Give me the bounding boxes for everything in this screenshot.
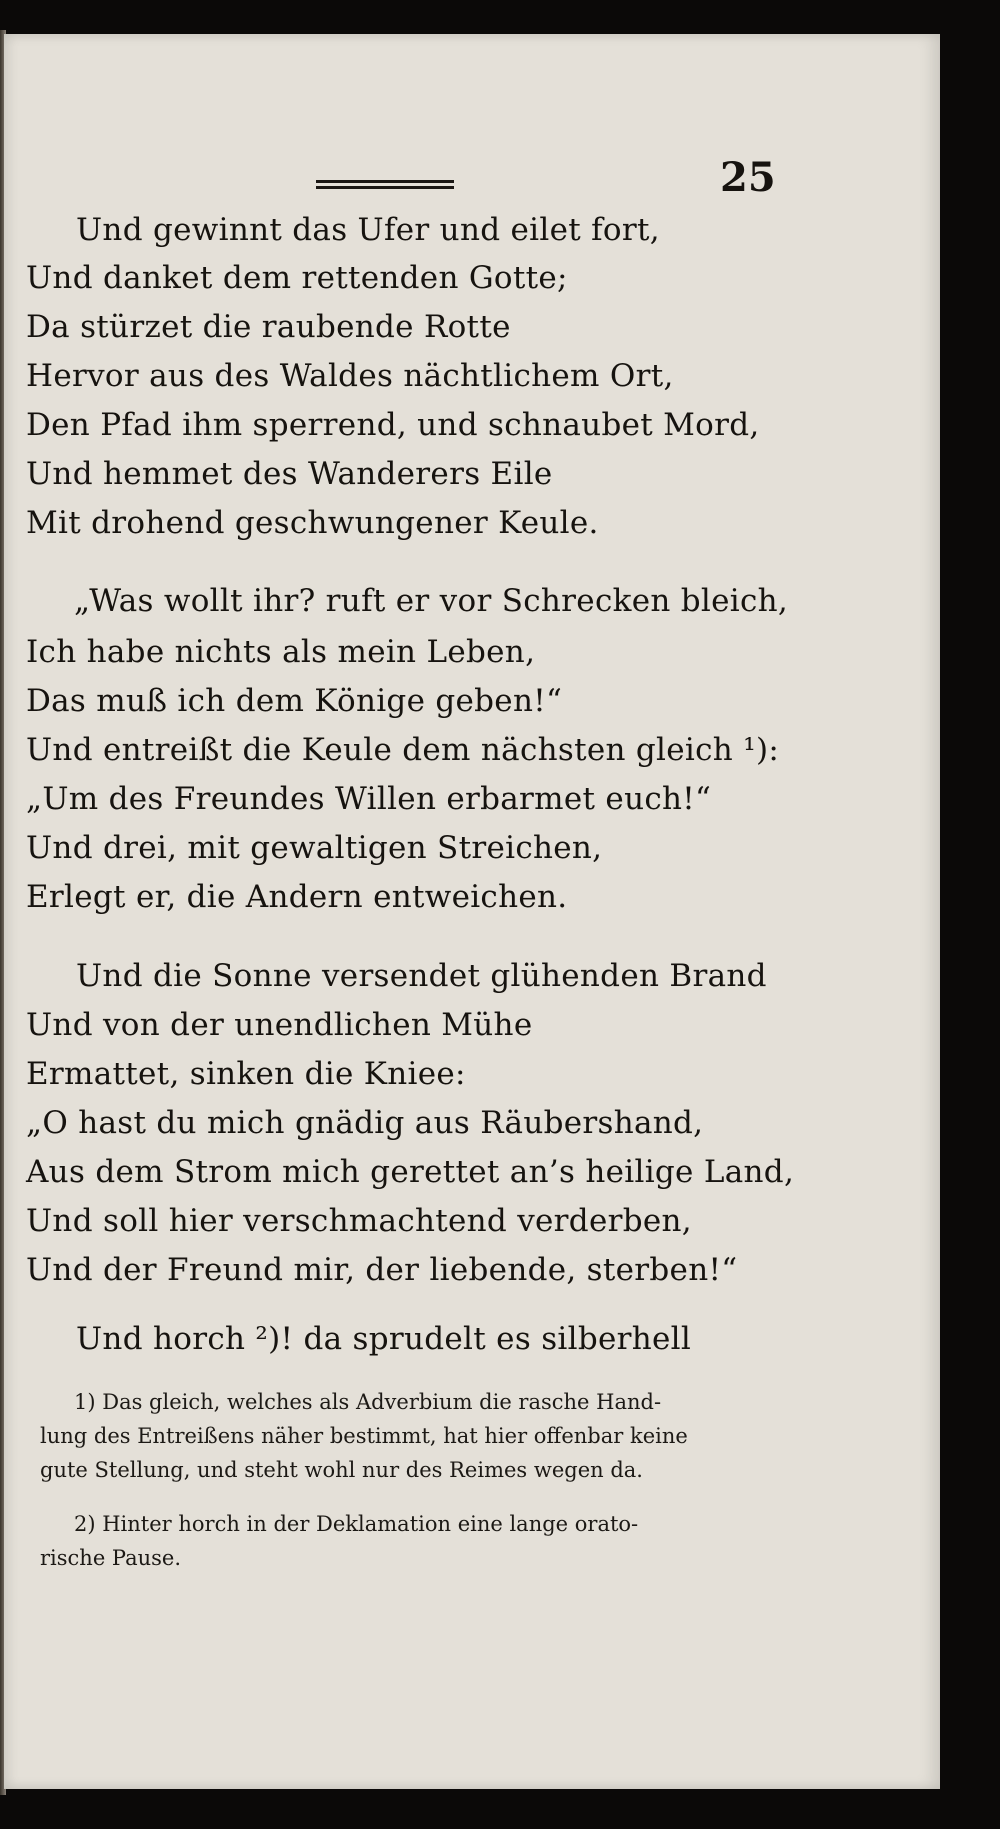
poem-line: „O hast du mich gnädig aus Räubershand, <box>26 1105 704 1141</box>
header-rule <box>316 180 454 189</box>
poem-line: „Was wollt ihr? ruft er vor Schrecken bleich, <box>74 583 789 619</box>
poem-line: Und die Sonne versendet glühenden Brand <box>76 958 767 994</box>
poem-line: Hervor aus des Waldes nächtlichem Ort, <box>26 358 674 394</box>
poem-line: Ich habe nichts als mein Leben, <box>26 634 536 670</box>
poem-line: Ermattet, sinken die Kniee: <box>26 1056 466 1092</box>
footnote-line: lung des Entreißens näher bestimmt, hat hier offenbar keine <box>40 1424 688 1448</box>
footnote-line: 1) Das gleich, welches als Adverbium die rasche Hand- <box>74 1390 662 1414</box>
book-page <box>4 34 940 1789</box>
poem-line: Und der Freund mir, der liebende, sterben!“ <box>26 1252 738 1288</box>
poem-line: Und entreißt die Keule dem nächsten gleich ¹): <box>26 732 780 768</box>
poem-line: Und danket dem rettenden Gotte; <box>26 260 568 296</box>
poem-line: Und horch ²)! da sprudelt es silberhell <box>76 1321 692 1357</box>
poem-line: Und drei, mit gewaltigen Streichen, <box>26 830 603 866</box>
poem-line: Und gewinnt das Ufer und eilet fort, <box>76 212 660 248</box>
poem-line: Und von der unendlichen Mühe <box>26 1007 533 1043</box>
footnote-line: rische Pause. <box>40 1546 182 1570</box>
poem-line: „Um des Freundes Willen erbarmet euch!“ <box>26 781 712 817</box>
poem-line: Und soll hier verschmachtend verderben, <box>26 1203 692 1239</box>
poem-line: Da stürzet die raubende Rotte <box>26 309 511 345</box>
page-number: 25 <box>720 154 776 201</box>
poem-line: Mit drohend geschwungener Keule. <box>26 505 599 541</box>
poem-line: Und hemmet des Wanderers Eile <box>26 456 553 492</box>
footnote-line: gute Stellung, und steht wohl nur des Reimes wegen da. <box>40 1458 643 1482</box>
poem-line: Erlegt er, die Andern entweichen. <box>26 879 568 915</box>
poem-line: Das muß ich dem Könige geben!“ <box>26 683 563 719</box>
footnote-line: 2) Hinter horch in der Deklamation eine lange orato- <box>74 1512 639 1536</box>
poem-line: Den Pfad ihm sperrend, und schnaubet Mord, <box>26 407 760 443</box>
poem-line: Aus dem Strom mich gerettet an’s heilige Land, <box>26 1154 795 1190</box>
